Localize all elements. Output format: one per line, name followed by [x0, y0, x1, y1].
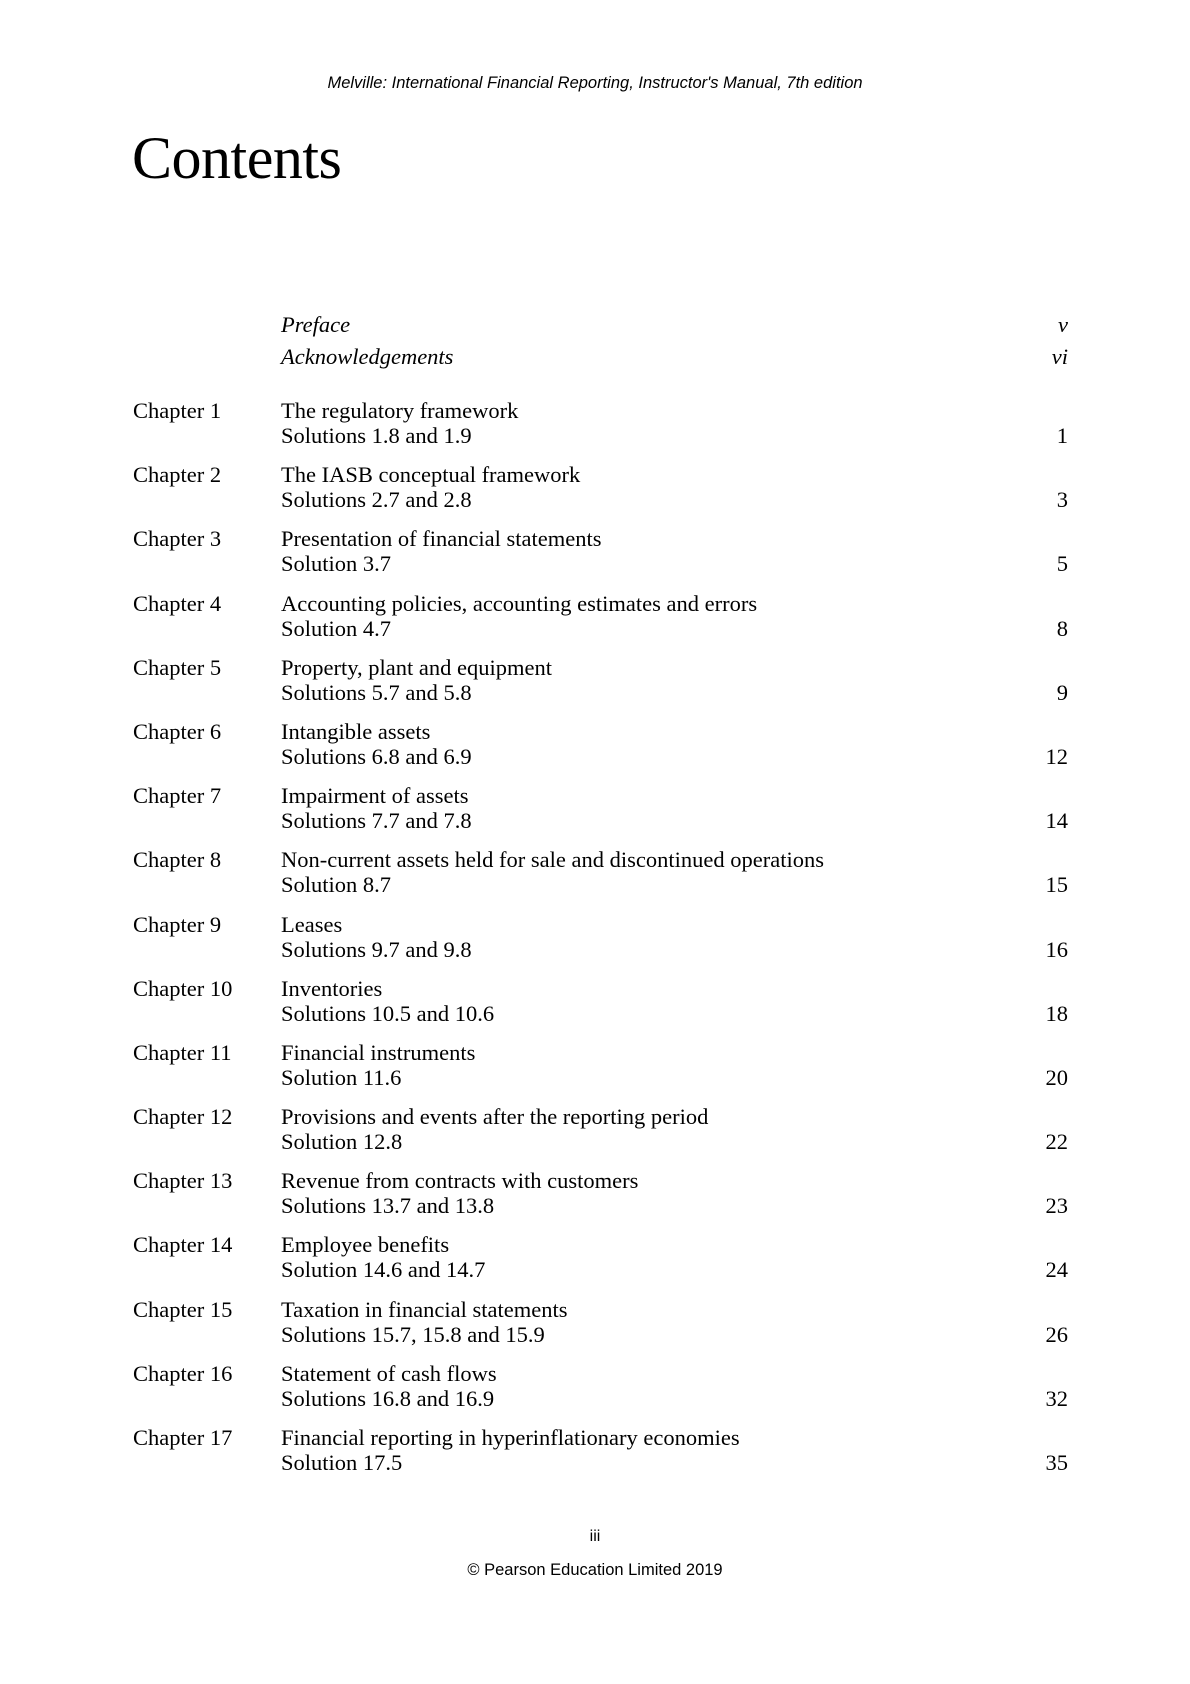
chapter-page: 35 — [1045, 1450, 1068, 1475]
toc-entry-label: Acknowledgements — [281, 344, 454, 369]
chapter-number: Chapter 7 — [133, 783, 222, 809]
chapter-solutions: Solutions 15.7, 15.8 and 15.9 — [281, 1321, 545, 1347]
chapter-page: 12 — [1045, 743, 1068, 769]
toc-chapter-entry[interactable] — [0, 1040, 1190, 1104]
chapter-page: 15 — [1045, 872, 1068, 898]
toc-chapter-entry[interactable] — [0, 591, 1190, 655]
chapter-number: Chapter 17 — [133, 1425, 233, 1450]
chapter-title: Financial instruments — [281, 1039, 476, 1065]
chapter-solutions: Solution 17.5 — [281, 1450, 403, 1475]
copyright-notice: © Pearson Education Limited 2019 — [467, 1561, 723, 1579]
chapter-number: Chapter 6 — [133, 718, 222, 744]
chapter-title: Inventories — [281, 975, 383, 1001]
chapter-title: Provisions and events after the reporting period — [281, 1104, 709, 1130]
chapter-title: Taxation in financial statements — [281, 1296, 568, 1322]
chapter-number: Chapter 13 — [133, 1168, 233, 1194]
chapter-number: Chapter 4 — [133, 590, 222, 616]
chapter-title: The regulatory framework — [281, 398, 519, 423]
toc-chapter-entry[interactable] — [0, 976, 1190, 1040]
chapter-solutions: Solution 4.7 — [281, 615, 392, 641]
chapter-number: Chapter 8 — [133, 847, 222, 873]
chapter-page: 20 — [1045, 1064, 1068, 1090]
chapter-solutions: Solutions 9.7 and 9.8 — [281, 936, 472, 962]
chapter-solutions: Solutions 7.7 and 7.8 — [281, 808, 472, 834]
chapter-number: Chapter 11 — [133, 1039, 232, 1065]
toc-entry-page: vi — [1051, 344, 1068, 369]
chapter-page: 26 — [1045, 1321, 1068, 1347]
chapter-solutions: Solution 12.8 — [281, 1129, 403, 1155]
chapter-title: Impairment of assets — [281, 783, 469, 809]
chapter-page: 32 — [1045, 1385, 1068, 1411]
chapter-solutions: Solutions 5.7 and 5.8 — [281, 679, 472, 705]
toc-chapter-entry[interactable] — [0, 462, 1190, 526]
toc-chapter-entry[interactable] — [0, 719, 1190, 783]
page-number: iii — [589, 1528, 601, 1545]
chapter-number: Chapter 1 — [133, 398, 222, 423]
chapter-solutions: Solution 8.7 — [281, 872, 392, 898]
chapter-number: Chapter 16 — [133, 1360, 233, 1386]
chapter-solutions: Solution 14.6 and 14.7 — [281, 1257, 486, 1283]
chapter-solutions: Solutions 10.5 and 10.6 — [281, 1000, 495, 1026]
chapter-title: Intangible assets — [281, 718, 431, 744]
chapter-page: 8 — [1056, 615, 1068, 641]
toc-chapter-entry[interactable] — [0, 912, 1190, 976]
toc-chapter-entry[interactable] — [0, 847, 1190, 911]
toc-chapter-entry[interactable] — [0, 655, 1190, 719]
chapter-page: 24 — [1045, 1257, 1068, 1283]
running-head: Melville: International Financial Reporting, Instructor's Manual, 7th edition — [327, 74, 863, 92]
chapter-title: Statement of cash flows — [281, 1360, 497, 1386]
chapter-number: Chapter 9 — [133, 911, 222, 937]
chapter-page: 22 — [1045, 1129, 1068, 1155]
toc-chapter-entry[interactable] — [0, 1425, 1190, 1489]
toc-chapter-entry[interactable] — [0, 1104, 1190, 1168]
toc-chapter-entry[interactable] — [0, 398, 1190, 462]
chapter-page: 9 — [1056, 679, 1068, 705]
chapter-page: 18 — [1045, 1000, 1068, 1026]
toc-entry-acknowledgements[interactable] — [0, 344, 1190, 398]
chapter-solutions: Solutions 6.8 and 6.9 — [281, 743, 472, 769]
toc-chapter-entry[interactable] — [0, 1297, 1190, 1361]
toc-chapter-entry[interactable] — [0, 526, 1190, 590]
chapter-number: Chapter 2 — [133, 462, 222, 488]
chapter-page: 16 — [1045, 936, 1068, 962]
toc-entry-preface[interactable] — [0, 312, 1190, 344]
chapter-solutions: Solution 3.7 — [281, 551, 392, 577]
page-title: Contents — [132, 125, 342, 191]
chapter-solutions: Solution 11.6 — [281, 1064, 402, 1090]
toc-entry-label: Preface — [281, 312, 351, 337]
chapter-title: Financial reporting in hyperinflationary economies — [281, 1425, 740, 1450]
chapter-number: Chapter 10 — [133, 975, 233, 1001]
chapter-page: 3 — [1056, 487, 1068, 513]
chapter-title: Employee benefits — [281, 1232, 450, 1258]
chapter-solutions: Solutions 13.7 and 13.8 — [281, 1193, 495, 1219]
toc-chapter-entry[interactable] — [0, 783, 1190, 847]
chapter-page: 5 — [1056, 551, 1068, 577]
toc-chapter-entry[interactable] — [0, 1168, 1190, 1232]
chapter-page: 23 — [1045, 1193, 1068, 1219]
chapter-title: Non-current assets held for sale and discontinued operations — [281, 847, 824, 873]
chapter-page: 14 — [1045, 808, 1068, 834]
chapter-solutions: Solutions 16.8 and 16.9 — [281, 1385, 495, 1411]
chapter-title: Leases — [281, 911, 343, 937]
chapter-page: 1 — [1056, 423, 1068, 448]
chapter-title: Revenue from contracts with customers — [281, 1168, 639, 1194]
chapter-number: Chapter 14 — [133, 1232, 233, 1258]
toc-chapter-entry[interactable] — [0, 1361, 1190, 1425]
chapter-number: Chapter 12 — [133, 1104, 233, 1130]
toc-entry-page: v — [1058, 312, 1068, 337]
chapter-number: Chapter 3 — [133, 526, 222, 552]
chapter-solutions: Solutions 1.8 and 1.9 — [281, 423, 472, 448]
table-of-contents — [0, 312, 1190, 1489]
chapter-solutions: Solutions 2.7 and 2.8 — [281, 487, 472, 513]
chapter-number: Chapter 15 — [133, 1296, 233, 1322]
chapter-title: The IASB conceptual framework — [281, 462, 581, 488]
chapter-number: Chapter 5 — [133, 654, 222, 680]
toc-chapter-entry[interactable] — [0, 1232, 1190, 1296]
chapter-title: Property, plant and equipment — [281, 654, 552, 680]
chapter-title: Presentation of financial statements — [281, 526, 602, 552]
chapter-title: Accounting policies, accounting estimates and errors — [281, 590, 758, 616]
chapter-list — [0, 398, 1190, 1489]
